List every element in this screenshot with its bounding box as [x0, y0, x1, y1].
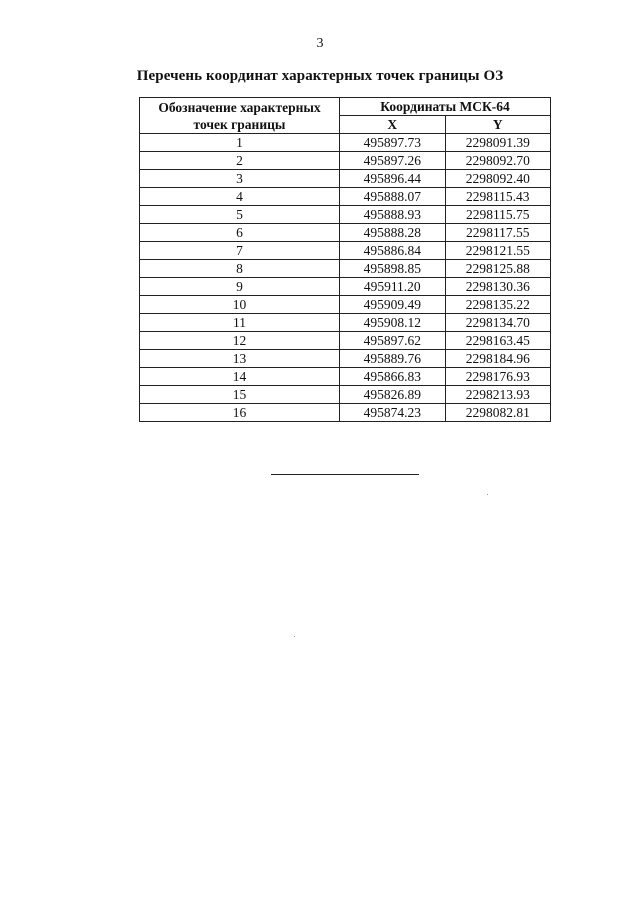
y-coordinate-cell: 2298115.43	[445, 188, 551, 206]
point-cell: 11	[140, 314, 340, 332]
x-coordinate-cell: 495888.93	[340, 206, 446, 224]
y-coordinate-cell: 2298135.22	[445, 296, 551, 314]
header-coordinates: Координаты МСК-64	[340, 98, 551, 116]
y-coordinate-cell: 2298121.55	[445, 242, 551, 260]
x-coordinate-cell: 495866.83	[340, 368, 446, 386]
point-cell: 16	[140, 404, 340, 422]
end-divider-line	[271, 474, 419, 475]
y-coordinate-cell: 2298091.39	[445, 134, 551, 152]
point-cell: 6	[140, 224, 340, 242]
table-row	[140, 350, 551, 368]
y-coordinate-cell: 2298115.75	[445, 206, 551, 224]
table-row	[140, 152, 551, 170]
point-cell: 1	[140, 134, 340, 152]
point-cell: 9	[140, 278, 340, 296]
table-row	[140, 332, 551, 350]
table-row	[140, 404, 551, 422]
x-coordinate-cell: 495898.85	[340, 260, 446, 278]
table-body	[140, 134, 551, 422]
y-coordinate-cell: 2298125.88	[445, 260, 551, 278]
table-row	[140, 206, 551, 224]
header-point-designation: Обозначение характерных точек границы	[140, 98, 340, 134]
x-coordinate-cell: 495888.07	[340, 188, 446, 206]
page-number: 3	[316, 36, 324, 51]
table-row	[140, 188, 551, 206]
point-cell: 10	[140, 296, 340, 314]
point-cell: 15	[140, 386, 340, 404]
point-cell: 12	[140, 332, 340, 350]
point-cell: 14	[140, 368, 340, 386]
y-coordinate-cell: 2298082.81	[445, 404, 551, 422]
x-coordinate-cell: 495896.44	[340, 170, 446, 188]
point-cell: 3	[140, 170, 340, 188]
point-cell: 7	[140, 242, 340, 260]
coordinates-table	[139, 97, 551, 422]
table-header-row	[140, 98, 551, 116]
page-title: Перечень координат характерных точек границы ОЗ	[136, 68, 504, 84]
scan-speck	[487, 494, 488, 495]
x-coordinate-cell: 495826.89	[340, 386, 446, 404]
y-coordinate-cell: 2298092.40	[445, 170, 551, 188]
table-row	[140, 278, 551, 296]
table-row	[140, 242, 551, 260]
y-coordinate-cell: 2298117.55	[445, 224, 551, 242]
table-row	[140, 296, 551, 314]
point-cell: 8	[140, 260, 340, 278]
y-coordinate-cell: 2298092.70	[445, 152, 551, 170]
y-coordinate-cell: 2298176.93	[445, 368, 551, 386]
x-coordinate-cell: 495897.62	[340, 332, 446, 350]
table-row	[140, 314, 551, 332]
point-cell: 5	[140, 206, 340, 224]
x-coordinate-cell: 495897.26	[340, 152, 446, 170]
x-coordinate-cell: 495874.23	[340, 404, 446, 422]
y-coordinate-cell: 2298163.45	[445, 332, 551, 350]
x-coordinate-cell: 495911.20	[340, 278, 446, 296]
header-x: X	[340, 116, 446, 134]
table-row	[140, 170, 551, 188]
y-coordinate-cell: 2298134.70	[445, 314, 551, 332]
scan-speck	[294, 636, 295, 637]
x-coordinate-cell: 495897.73	[340, 134, 446, 152]
table-row	[140, 386, 551, 404]
y-coordinate-cell: 2298130.36	[445, 278, 551, 296]
header-y: Y	[445, 116, 551, 134]
y-coordinate-cell: 2298213.93	[445, 386, 551, 404]
x-coordinate-cell: 495908.12	[340, 314, 446, 332]
table-row	[140, 260, 551, 278]
x-coordinate-cell: 495909.49	[340, 296, 446, 314]
table-row	[140, 368, 551, 386]
y-coordinate-cell: 2298184.96	[445, 350, 551, 368]
point-cell: 4	[140, 188, 340, 206]
point-cell: 13	[140, 350, 340, 368]
point-cell: 2	[140, 152, 340, 170]
table-row	[140, 224, 551, 242]
x-coordinate-cell: 495889.76	[340, 350, 446, 368]
x-coordinate-cell: 495888.28	[340, 224, 446, 242]
x-coordinate-cell: 495886.84	[340, 242, 446, 260]
table-row	[140, 134, 551, 152]
